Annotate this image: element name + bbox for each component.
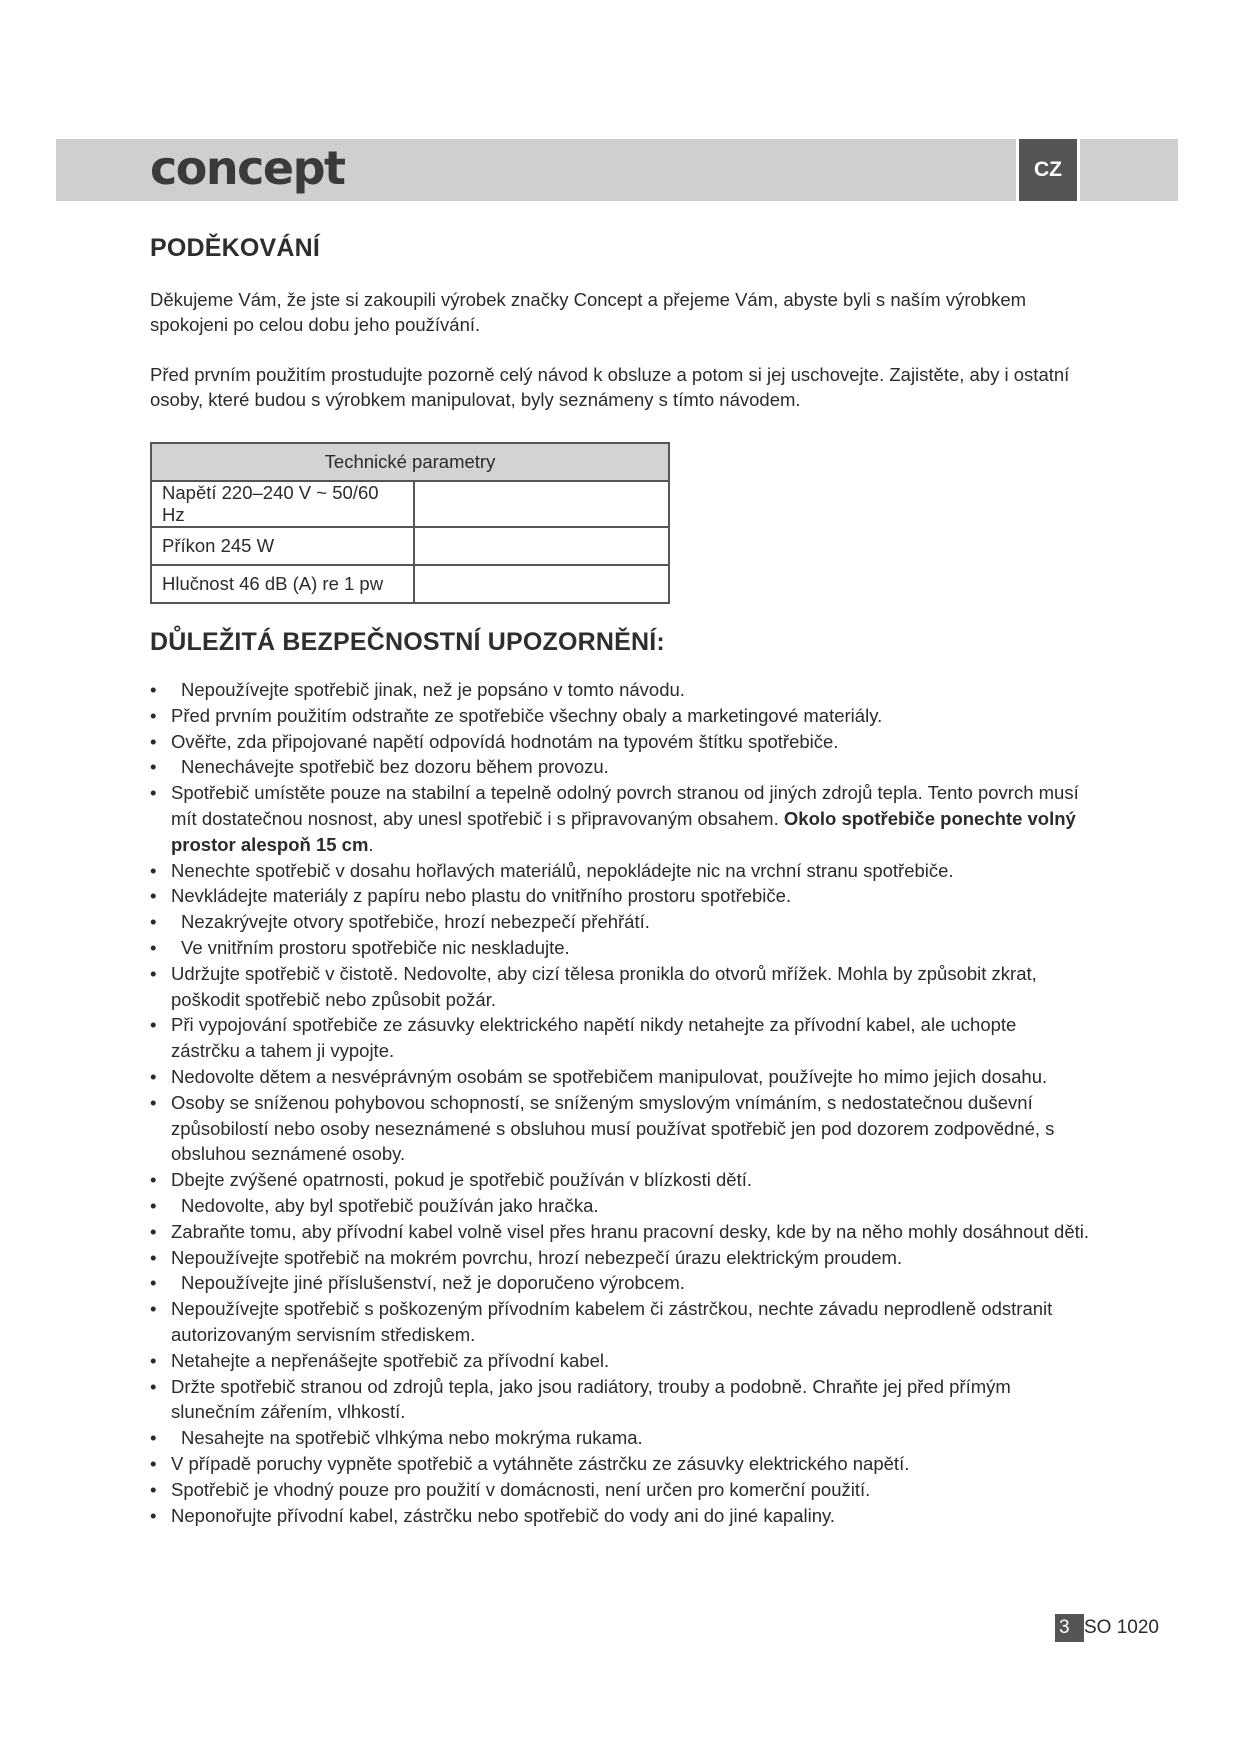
spec-table [150, 442, 670, 604]
list-item: • Při vypojování spotřebiče ze zásuvky elektrického napětí nikdy netahejte za přívodní kabel, ale uchopte zástrčku a tahem ji vypojte. [150, 1012, 1090, 1064]
list-item: • Neponořujte přívodní kabel, zástrčku nebo spotřebič do vody ani do jiné kapaliny. [150, 1503, 1090, 1529]
page-content [150, 230, 1090, 1528]
list-item: • Nedovolte dětem a nesvéprávným osobám se spotřebičem manipulovat, používejte ho mimo jejich dosahu. [150, 1064, 1090, 1090]
list-item: • Nepoužívejte spotřebič s poškozeným přívodním kabelem či zástrčkou, nechte závadu neprodleně odstranit autorizovaným servisním střediskem. [150, 1296, 1090, 1348]
spec-noise: Hlučnost 46 dB (A) re 1 pw [151, 565, 414, 603]
concept-logo: concept [150, 141, 345, 195]
list-item-bold-text: Okolo spotřebiče ponechte volný prostor alespoň 15 cm [171, 807, 1076, 855]
page-number: 3 [1055, 1614, 1084, 1642]
list-item: • Nenechávejte spotřebič bez dozoru během provozu. [150, 754, 1090, 780]
safety-list [150, 677, 1090, 1528]
spec-empty-cell [414, 565, 669, 603]
list-item: • Nenechte spotřebič v dosahu hořlavých materiálů, nepokládejte nic na vrchní stranu spotřebiče. [150, 858, 1090, 884]
safety-title: DŮLEŽITÁ BEZPEČNOSTNÍ UPOZORNĚNÍ: [150, 628, 665, 656]
list-item: • Nezakrývejte otvory spotřebiče, hrozí nebezpečí přehřátí. [150, 909, 1090, 935]
list-item: • Netahejte a nepřenášejte spotřebič za přívodní kabel. [150, 1348, 1090, 1374]
list-item: • Nepoužívejte spotřebič na mokrém povrchu, hrozí nebezpečí úrazu elektrickým proudem. [150, 1245, 1090, 1271]
list-item: • Držte spotřebič stranou od zdrojů tepla, jako jsou radiátory, trouby a podobně. Chraňte jej před přímým slunečním zářením, vlhkostí. [150, 1374, 1090, 1426]
thanks-paragraph-2: Před prvním použitím prostudujte pozorně celý návod k obsluze a potom si jej uschovejte. Zajistěte, aby i ostatní osoby, které budou s výrobkem manipulovat, byly seznámeny s tímto návodem. [150, 364, 1070, 410]
list-item-end: . [368, 833, 374, 855]
list-item-text: Spotřebič umístěte pouze na stabilní a tepelně odolný povrch stranou od jiných zdrojů tepla. Tento povrch musí mít dostatečnou nosnost, aby unesl spotřebič i s připravovaným obsahem. [171, 782, 1079, 829]
list-item: • Před prvním použitím odstraňte ze spotřebiče všechny obaly a marketingové materiály. [150, 703, 1090, 729]
table-row [151, 481, 669, 527]
list-item: • Zabraňte tomu, aby přívodní kabel volně visel přes hranu pracovní desky, kde by na něho mohly dosáhnout děti. [150, 1219, 1090, 1245]
table-row [151, 527, 669, 565]
list-item: • Dbejte zvýšené opatrnosti, pokud je spotřebič používán v blízkosti dětí. [150, 1167, 1090, 1193]
page-footer [1055, 1614, 1159, 1642]
spec-table-header: Technické parametry [151, 443, 669, 481]
list-item: • V případě poruchy vypněte spotřebič a vytáhněte zástrčku ze zásuvky elektrického napětí. [150, 1451, 1090, 1477]
list-item: • Nepoužívejte jiné příslušenství, než je doporučeno výrobcem. [150, 1270, 1090, 1296]
list-item: • Ověřte, zda připojované napětí odpovídá hodnotám na typovém štítku spotřebiče. [150, 729, 1090, 755]
spec-voltage: Napětí 220–240 V ~ 50/60 Hz [151, 481, 414, 527]
list-item: • Osoby se sníženou pohybovou schopností, se sníženým smyslovým vnímáním, s nedostatečnou duševní způsobilostí nebo osoby neseznámené s obsluhou musí používat spotřebič jen pod dozorem zodpovědné, s obsluhou seznámené osoby. [150, 1090, 1090, 1167]
list-item: • Nevkládejte materiály z papíru nebo plastu do vnitřního prostoru spotřebiče. [150, 883, 1090, 909]
spec-empty-cell [414, 481, 669, 527]
list-item: • Nesahejte na spotřebič vlhkýma nebo mokrýma rukama. [150, 1425, 1090, 1451]
list-item: • Spotřebič je vhodný pouze pro použití v domácnosti, není určen pro komerční použití. [150, 1477, 1090, 1503]
spec-empty-cell [414, 527, 669, 565]
list-item: • Ve vnitřním prostoru spotřebiče nic neskladujte. [150, 935, 1090, 961]
thanks-paragraph-1: Děkujeme Vám, že jste si zakoupili výrobek značky Concept a přejeme Vám, abyste byli s naším výrobkem spokojeni po celou dobu jeho používání. [150, 289, 1027, 335]
spec-power: Příkon 245 W [151, 527, 414, 565]
table-row [151, 565, 669, 603]
thanks-title: PODĚKOVÁNÍ [150, 234, 321, 262]
list-item: • Nepoužívejte spotřebič jinak, než je popsáno v tomto návodu. [150, 677, 1090, 703]
language-badge: CZ [1019, 139, 1077, 201]
model-number: SO 1020 [1084, 1617, 1159, 1638]
list-item: • Nedovolte, aby byl spotřebič používán jako hračka. [150, 1193, 1090, 1219]
list-item [150, 780, 1090, 857]
list-item: • Udržujte spotřebič v čistotě. Nedovolte, aby cizí tělesa pronikla do otvorů mřížek. Mohla by způsobit zkrat, poškodit spotřebič nebo způsobit požár. [150, 961, 1090, 1013]
